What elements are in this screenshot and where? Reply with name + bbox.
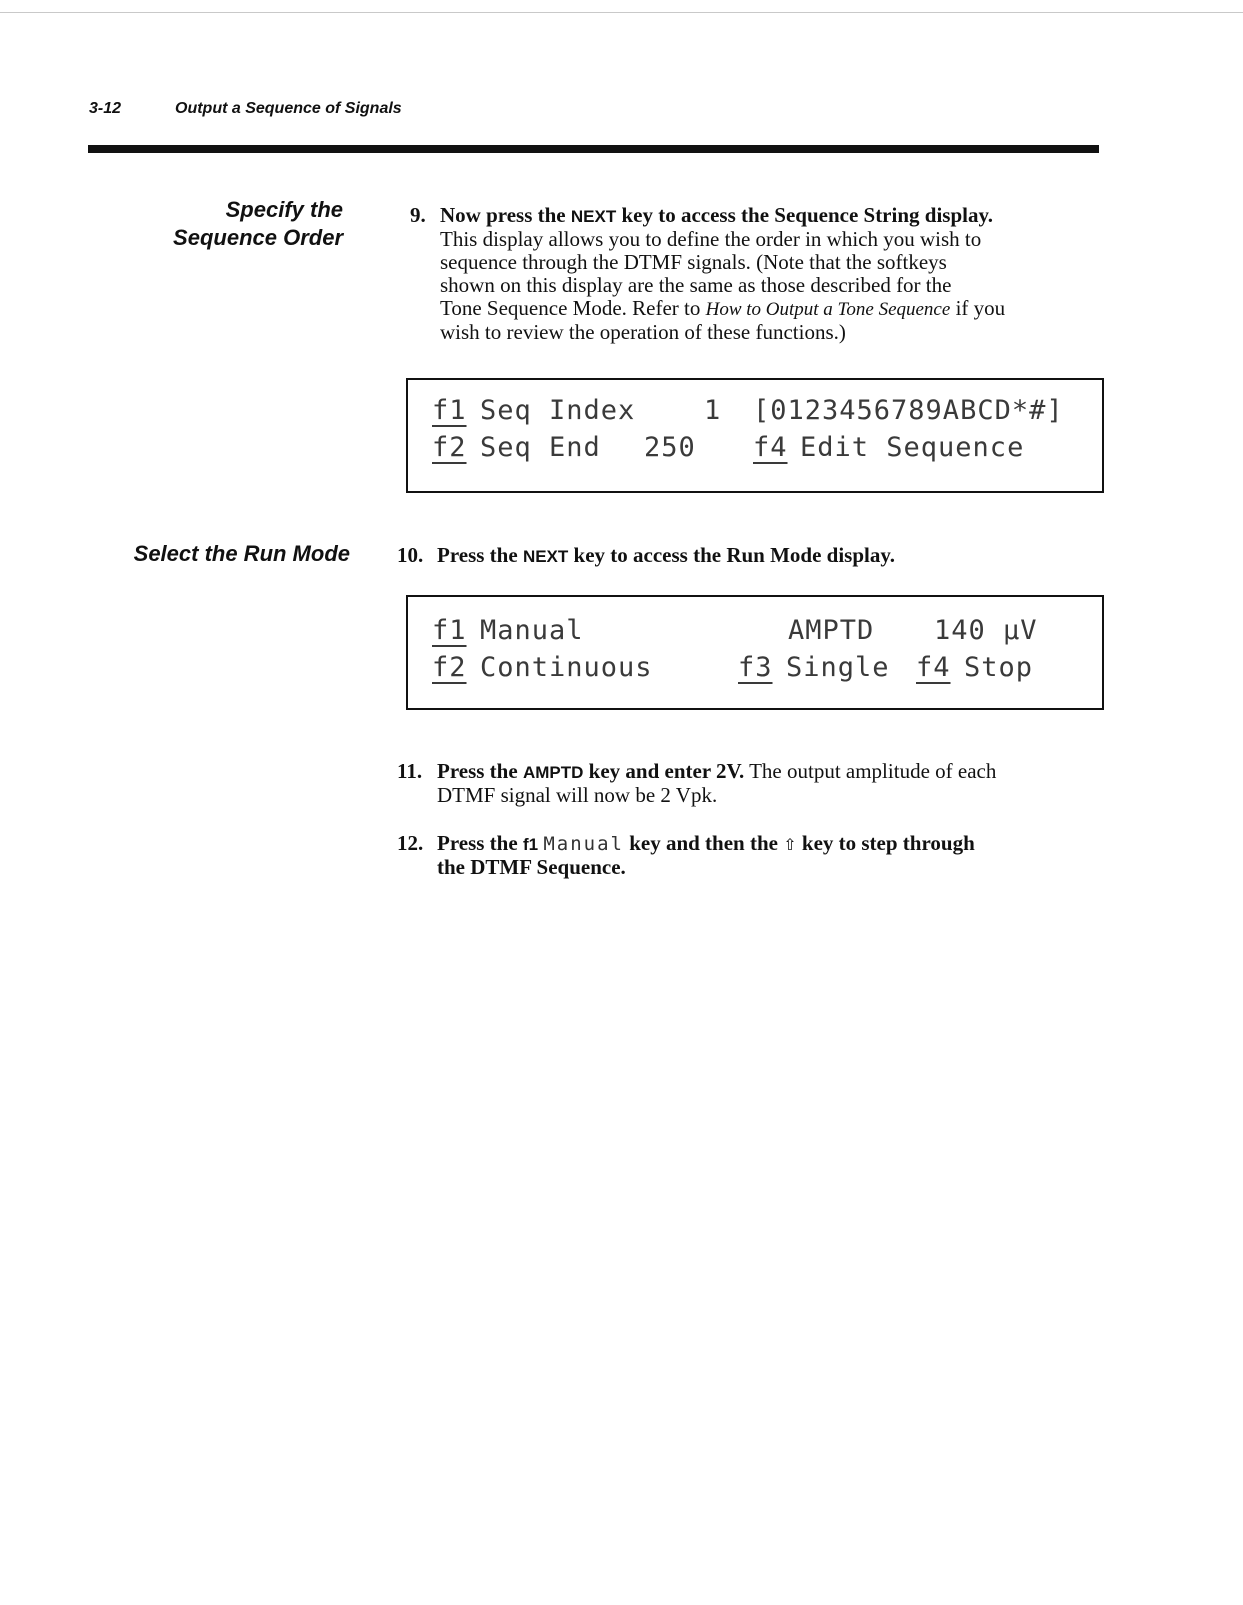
softkey-f1[interactable]: f1 [432, 395, 467, 426]
step-11 [397, 760, 1117, 807]
cross-reference: How to Output a Tone Sequence [705, 299, 951, 320]
softkey-f4[interactable]: f4 [916, 652, 951, 683]
edit-sequence-label: Edit Sequence [800, 432, 1025, 463]
next-key-label: NEXT [570, 207, 617, 226]
stop-label: Stop [964, 652, 1034, 683]
step-number: 11. [397, 759, 423, 783]
heading-select-run-mode: Select the Run Mode [133, 541, 350, 566]
step-number: 12. [397, 831, 424, 855]
seq-index-label: Seq Index [480, 395, 636, 426]
amptd-key-label: AMPTD [522, 763, 584, 782]
amptd-label: AMPTD [788, 615, 875, 646]
chapter-title: Output a Sequence of Signals [175, 100, 402, 117]
step-10 [397, 544, 1117, 568]
top-edge-rule [0, 12, 1243, 13]
seq-index-value: 1 [704, 395, 722, 426]
step-12-text: Press the f1 Manual key and then the ⇧ key to step through the DTMF Sequence. [437, 831, 975, 879]
single-label: Single [786, 652, 890, 683]
step-number: 10. [397, 543, 424, 567]
continuous-label: Continuous [480, 652, 653, 683]
step-10-text: Press the NEXT key to access the Run Mode display. [437, 543, 895, 567]
heading-specify-sequence-order: Specify the Sequence Order [173, 197, 343, 250]
seq-end-value: 250 [644, 432, 696, 463]
f1-key-label: f1 [522, 835, 539, 854]
next-key-label: NEXT [522, 547, 569, 566]
up-arrow-icon: ⇧ [783, 835, 797, 854]
manual-lcd-text: Manual [543, 833, 624, 855]
softkey-f3[interactable]: f3 [738, 652, 773, 683]
header-rule [88, 145, 1099, 153]
step-9 [410, 204, 1110, 344]
lcd-run-mode-display [406, 595, 1104, 710]
sequence-string: [0123456789ABCD*#] [753, 395, 1064, 426]
softkey-f4[interactable]: f4 [753, 432, 788, 463]
page-number: 3-12 [89, 100, 122, 117]
softkey-f2[interactable]: f2 [432, 652, 467, 683]
step-9-text: Now press the NEXT key to access the Sequence String display. This display allows you to define the order in which you wish to sequence through the DTMF signals. (Note that the softkeys shown on this display are the same as those described for the Tone Sequence Mode. Refer to How to Output a Tone Sequence if you wish to review the operation of these functions.) [440, 203, 1006, 344]
amptd-value: 140 µV [934, 615, 1038, 646]
step-11-text: Press the AMPTD key and enter 2V. The output amplitude of each DTMF signal will now be 2 Vpk. [437, 759, 997, 807]
step-12 [397, 832, 1117, 879]
softkey-f1[interactable]: f1 [432, 615, 467, 646]
lcd-sequence-string-display [406, 378, 1104, 493]
softkey-f2[interactable]: f2 [432, 432, 467, 463]
seq-end-label: Seq End [480, 432, 601, 463]
manual-label: Manual [480, 615, 584, 646]
step-number: 9. [410, 203, 426, 227]
running-header [89, 100, 402, 118]
